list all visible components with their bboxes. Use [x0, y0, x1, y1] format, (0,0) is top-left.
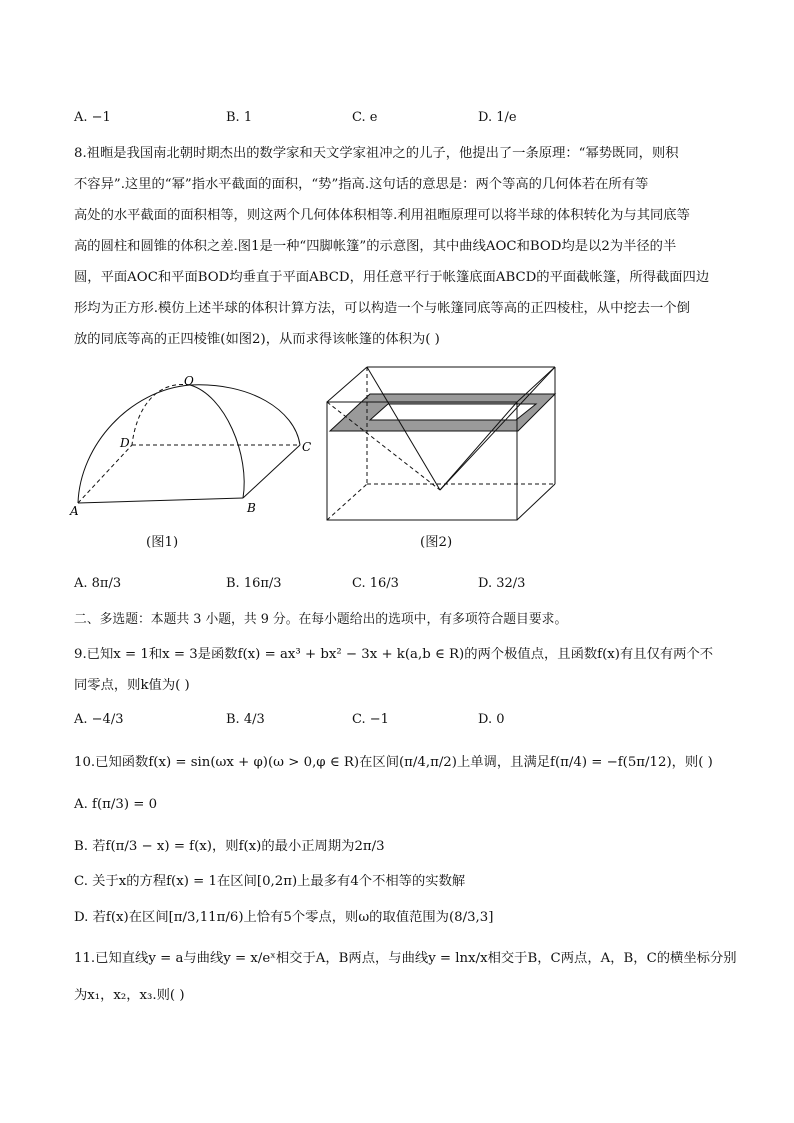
fig1-label-o: O	[184, 374, 194, 388]
q8-option-c-text: C. 16/3	[352, 576, 399, 591]
q7-option-d-text: D. 1/e	[478, 110, 517, 125]
q7-option-c-text: C. e	[352, 110, 378, 125]
q8-option-d	[478, 576, 525, 591]
figure-1-caption: (图1)	[146, 535, 179, 550]
q8-line-4: 高的圆柱和圆锥的体积之差.图1是一种“四脚帐篷”的示意图，其中曲线AOC和BOD均是以2为半径的半	[74, 239, 677, 254]
q8-option-c	[352, 576, 399, 591]
q10-option-d: D. 若f(x)在区间[π/3,11π/6)上恰有5个零点，则ω的取值范围为(8/3,3]	[74, 910, 494, 925]
q11-line-2: 为x₁，x₂，x₃.则( )	[74, 988, 185, 1003]
q7-option-a	[74, 110, 111, 125]
q9-option-a-text: A. −4/3	[74, 712, 124, 727]
q8-option-b-text: B. 16π/3	[226, 576, 282, 591]
figure-2-prism	[322, 362, 567, 527]
q10-stem: 10.已知函数f(x) = sin(ωx + φ)(ω > 0,φ ∈ R)在区间(π/4,π/2)上单调，且满足f(π/4) = −f(5π/12)，则( )	[74, 755, 713, 770]
q10-option-a: A. f(π/3) = 0	[74, 797, 158, 812]
fig1-label-c: C	[302, 440, 312, 454]
q8-line-5: 圆，平面AOC和平面BOD均垂直于平面ABCD，用任意平行于帐篷底面ABCD的平面截帐篷，所得截面四边	[74, 270, 710, 285]
q9-option-d-text: D. 0	[478, 712, 505, 727]
q7-option-b-text: B. 1	[226, 110, 253, 125]
fig1-label-b: B	[247, 501, 256, 515]
q8-line-2: 不容异”.这里的“幂”指水平截面的面积，“势”指高.这句话的意思是：两个等高的几何体若在所有等	[74, 177, 649, 192]
q8-option-d-text: D. 32/3	[478, 576, 526, 591]
q7-option-a-text: A. −1	[74, 110, 111, 125]
q8-line-1: 8.祖暅是我国南北朝时期杰出的数学家和天文学家祖冲之的儿子，他提出了一条原理：“幂势既同，则积	[74, 146, 679, 161]
q9-option-a	[74, 712, 123, 727]
q9-option-b	[226, 712, 265, 727]
q9-option-c	[352, 712, 389, 727]
q8-option-a	[74, 576, 121, 591]
fig1-label-d: D	[120, 436, 130, 450]
fig1-label-a: A	[70, 504, 79, 518]
q8-line-6: 形均为正方形.模仿上述半球的体积计算方法，可以构造一个与帐篷同底等高的正四棱柱，从中挖去一个倒	[74, 301, 690, 316]
figure-1-tent	[60, 365, 330, 530]
q7-option-d	[478, 110, 517, 125]
q9-option-b-text: B. 4/3	[226, 712, 265, 727]
q9-line-1: 9.已知x = 1和x = 3是函数f(x) = ax³ + bx² − 3x + k(a,b ∈ R)的两个极值点，且函数f(x)有且仅有两个不	[74, 647, 714, 662]
q8-option-b	[226, 576, 282, 591]
q8-line-7: 放的同底等高的正四棱锥(如图2)，从而求得该帐篷的体积为( )	[74, 332, 440, 347]
q8-line-3: 高处的水平截面的面积相等，则这两个几何体体积相等.利用祖暅原理可以将半球的体积转化为与其同底等	[74, 208, 690, 223]
q10-option-c: C. 关于x的方程f(x) = 1在区间[0,2π)上最多有4个不相等的实数解	[74, 874, 466, 889]
q9-option-d	[478, 712, 505, 727]
q11-line-1: 11.已知直线y = a与曲线y = x/eˣ相交于A，B两点，与曲线y = lnx/x相交于B，C两点，A，B，C的横坐标分别	[74, 951, 737, 966]
q10-option-b: B. 若f(π/3 − x) = f(x)，则f(x)的最小正周期为2π/3	[74, 839, 385, 854]
q7-option-c	[352, 110, 377, 125]
figure-2-caption: (图2)	[420, 535, 453, 550]
q7-option-b	[226, 110, 252, 125]
q8-option-a-text: A. 8π/3	[74, 576, 122, 591]
q9-line-2: 同零点，则k值为( )	[74, 678, 190, 693]
section-2-heading: 二、多选题：本题共 3 小题，共 9 分。在每小题给出的选项中，有多项符合题目要求。	[74, 612, 568, 627]
q9-option-c-text: C. −1	[352, 712, 389, 727]
